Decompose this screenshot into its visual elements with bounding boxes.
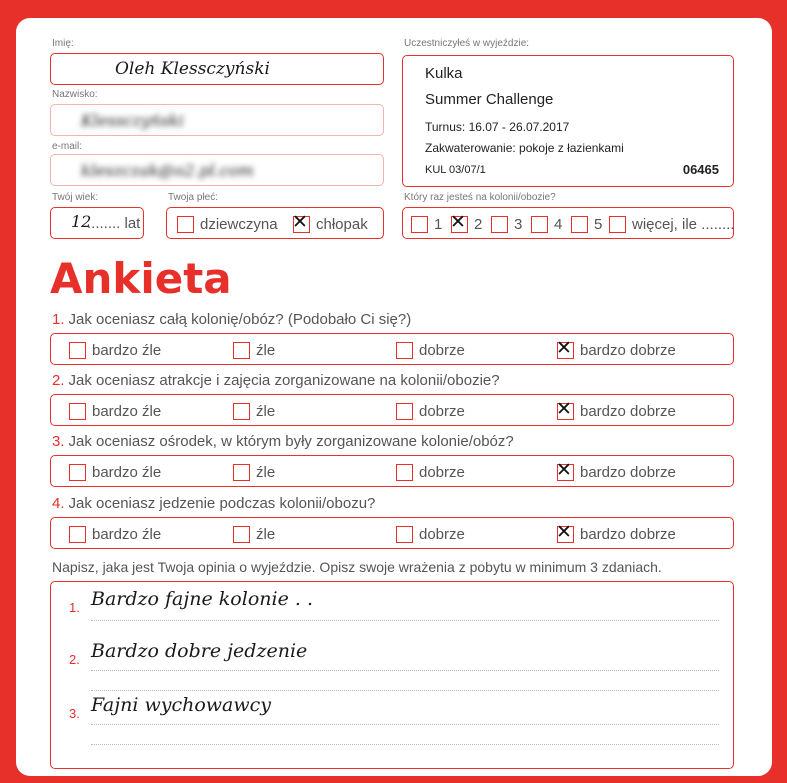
age-suffix: ........ lat	[87, 215, 141, 232]
rating-option-4-2[interactable]	[233, 525, 275, 543]
rating-option-1-4[interactable]	[557, 341, 676, 359]
gender-field	[166, 207, 384, 239]
opinion-answer-3: Fajni wychowawcy	[91, 694, 272, 716]
rating-option-2-3[interactable]	[396, 402, 465, 420]
question-number: 3.	[52, 433, 65, 450]
rating-option-3-3[interactable]	[396, 463, 465, 481]
rating-row-4	[50, 517, 734, 549]
opinion-box[interactable]	[50, 581, 734, 769]
times-field	[402, 207, 734, 239]
rating-row-3	[50, 455, 734, 487]
rating-option-4-4[interactable]	[557, 525, 676, 543]
rating-option-4-1[interactable]	[69, 525, 161, 543]
answer-line	[91, 724, 719, 725]
gender-label: Twoja płeć:	[168, 192, 219, 203]
rating-row-1	[50, 333, 734, 365]
rating-label: dobrze	[419, 463, 465, 481]
gender-option-girl[interactable]: dziewczyna	[177, 215, 278, 233]
question-2	[52, 372, 500, 389]
rating-option-4-3[interactable]	[396, 525, 465, 543]
answer-line	[91, 690, 719, 691]
rating-label: źle	[256, 402, 276, 420]
gender-checkbox-girl[interactable]	[177, 216, 194, 233]
question-number: 1.	[52, 311, 65, 328]
opinion-answer-2: Bardzo dobre jedzenie	[91, 640, 308, 662]
rating-option-3-4[interactable]	[557, 463, 676, 481]
rating-label: bardzo źle	[92, 341, 162, 359]
trip-number: 06465	[682, 162, 719, 177]
opinion-number-1: 1.	[69, 600, 80, 615]
rating-option-1-3[interactable]	[396, 341, 465, 359]
times-option-4[interactable]: 4	[531, 215, 562, 233]
gender-checkbox-boy[interactable]	[293, 216, 310, 233]
times-option-5[interactable]: 5	[571, 215, 602, 233]
surname-field[interactable]	[50, 104, 384, 136]
question-3	[52, 433, 514, 450]
rating-option-2-1[interactable]	[69, 402, 161, 420]
opinion-prompt: Napisz, jaka jest Twoja opinia o wyjeździe. Opisz swoje wrażenia z pobytu w minimum 3 zdaniach.	[52, 559, 662, 575]
rating-option-2-4[interactable]	[557, 402, 676, 420]
question-text: Jak oceniasz atrakcje i zajęcia zorganizowane na kolonii/obozie?	[68, 372, 500, 389]
question-1	[52, 311, 411, 328]
rating-option-1-2[interactable]	[233, 341, 275, 359]
rating-checkbox[interactable]	[557, 526, 574, 543]
rating-checkbox[interactable]	[69, 464, 86, 481]
rating-option-3-1[interactable]	[69, 463, 161, 481]
rating-checkbox[interactable]	[69, 403, 86, 420]
trip-turnus: Turnus: 16.07 - 26.07.2017	[425, 120, 570, 134]
rating-checkbox[interactable]	[557, 464, 574, 481]
name-label: Imię:	[52, 38, 74, 49]
surname-label: Nazwisko:	[52, 89, 98, 100]
trip-accommodation: Zakwaterowanie: pokoje z łazienkami	[425, 141, 624, 155]
rating-checkbox[interactable]	[233, 403, 250, 420]
rating-label: bardzo źle	[92, 463, 162, 481]
question-text: Jak oceniasz ośrodek, w którym były zorganizowane kolonie/obóz?	[68, 433, 514, 450]
trip-label: Uczestniczyłeś w wyjeździe:	[404, 38, 530, 49]
trip-line2: Summer Challenge	[425, 91, 554, 108]
trip-line1: Kulka	[425, 65, 463, 82]
question-number: 2.	[52, 372, 65, 389]
rating-label: bardzo dobrze	[580, 341, 676, 359]
times-label: Który raz jesteś na kolonii/obozie?	[404, 192, 556, 203]
rating-option-1-1[interactable]	[69, 341, 161, 359]
rating-checkbox[interactable]	[69, 342, 86, 359]
question-number: 4.	[52, 495, 65, 512]
opinion-answer-1: Bardzo fajne kolonie . .	[91, 588, 313, 610]
name-value: Oleh Klessczyński	[115, 59, 270, 79]
times-option-3[interactable]: 3	[491, 215, 522, 233]
name-field[interactable]	[50, 53, 384, 85]
times-option-more[interactable]: więcej, ile ........	[609, 215, 735, 233]
trip-card	[402, 55, 734, 187]
rating-label: bardzo dobrze	[580, 463, 676, 481]
rating-label: dobrze	[419, 402, 465, 420]
times-option-1[interactable]: 1	[411, 215, 442, 233]
rating-option-3-2[interactable]	[233, 463, 275, 481]
email-value: kleszczak@o2.pl.com	[81, 161, 254, 180]
email-field[interactable]	[50, 154, 384, 186]
rating-checkbox[interactable]	[396, 342, 413, 359]
age-field[interactable]	[50, 207, 144, 239]
rating-checkbox[interactable]	[233, 526, 250, 543]
question-4	[52, 495, 375, 512]
age-label: Twój wiek:	[52, 192, 99, 203]
survey-sheet	[16, 18, 772, 776]
rating-label: bardzo dobrze	[580, 402, 676, 420]
email-label: e-mail:	[52, 141, 83, 152]
question-text: Jak oceniasz całą kolonię/obóz? (Podobało Ci się?)	[68, 311, 412, 328]
rating-row-2	[50, 394, 734, 426]
rating-checkbox[interactable]	[69, 526, 86, 543]
surname-value: Klessczyński	[81, 111, 184, 130]
times-option-2[interactable]: ✕ 2	[451, 215, 482, 233]
page-title: Ankieta	[50, 254, 232, 303]
rating-checkbox[interactable]	[396, 526, 413, 543]
rating-checkbox[interactable]	[233, 342, 250, 359]
rating-checkbox[interactable]	[396, 403, 413, 420]
opinion-number-2: 2.	[69, 652, 80, 667]
rating-checkbox[interactable]	[396, 464, 413, 481]
age-value: 12	[71, 212, 92, 231]
answer-line	[91, 670, 719, 671]
rating-option-2-2[interactable]	[233, 402, 275, 420]
trip-code: KUL 03/07/1	[425, 164, 486, 176]
opinion-number-3: 3.	[69, 706, 80, 721]
rating-checkbox[interactable]	[557, 403, 574, 420]
rating-label: bardzo dobrze	[580, 525, 676, 543]
rating-label: bardzo źle	[92, 525, 162, 543]
rating-label: dobrze	[419, 341, 465, 359]
rating-checkbox[interactable]	[233, 464, 250, 481]
question-text: Jak oceniasz jedzenie podczas kolonii/obozu?	[68, 495, 376, 512]
rating-checkbox[interactable]	[557, 342, 574, 359]
rating-label: źle	[256, 341, 276, 359]
rating-label: źle	[256, 463, 276, 481]
rating-label: źle	[256, 525, 276, 543]
answer-line	[91, 620, 719, 621]
gender-option-boy[interactable]: ✕ chłopak	[293, 215, 368, 233]
rating-label: dobrze	[419, 525, 465, 543]
answer-line	[91, 744, 719, 745]
rating-label: bardzo źle	[92, 402, 162, 420]
